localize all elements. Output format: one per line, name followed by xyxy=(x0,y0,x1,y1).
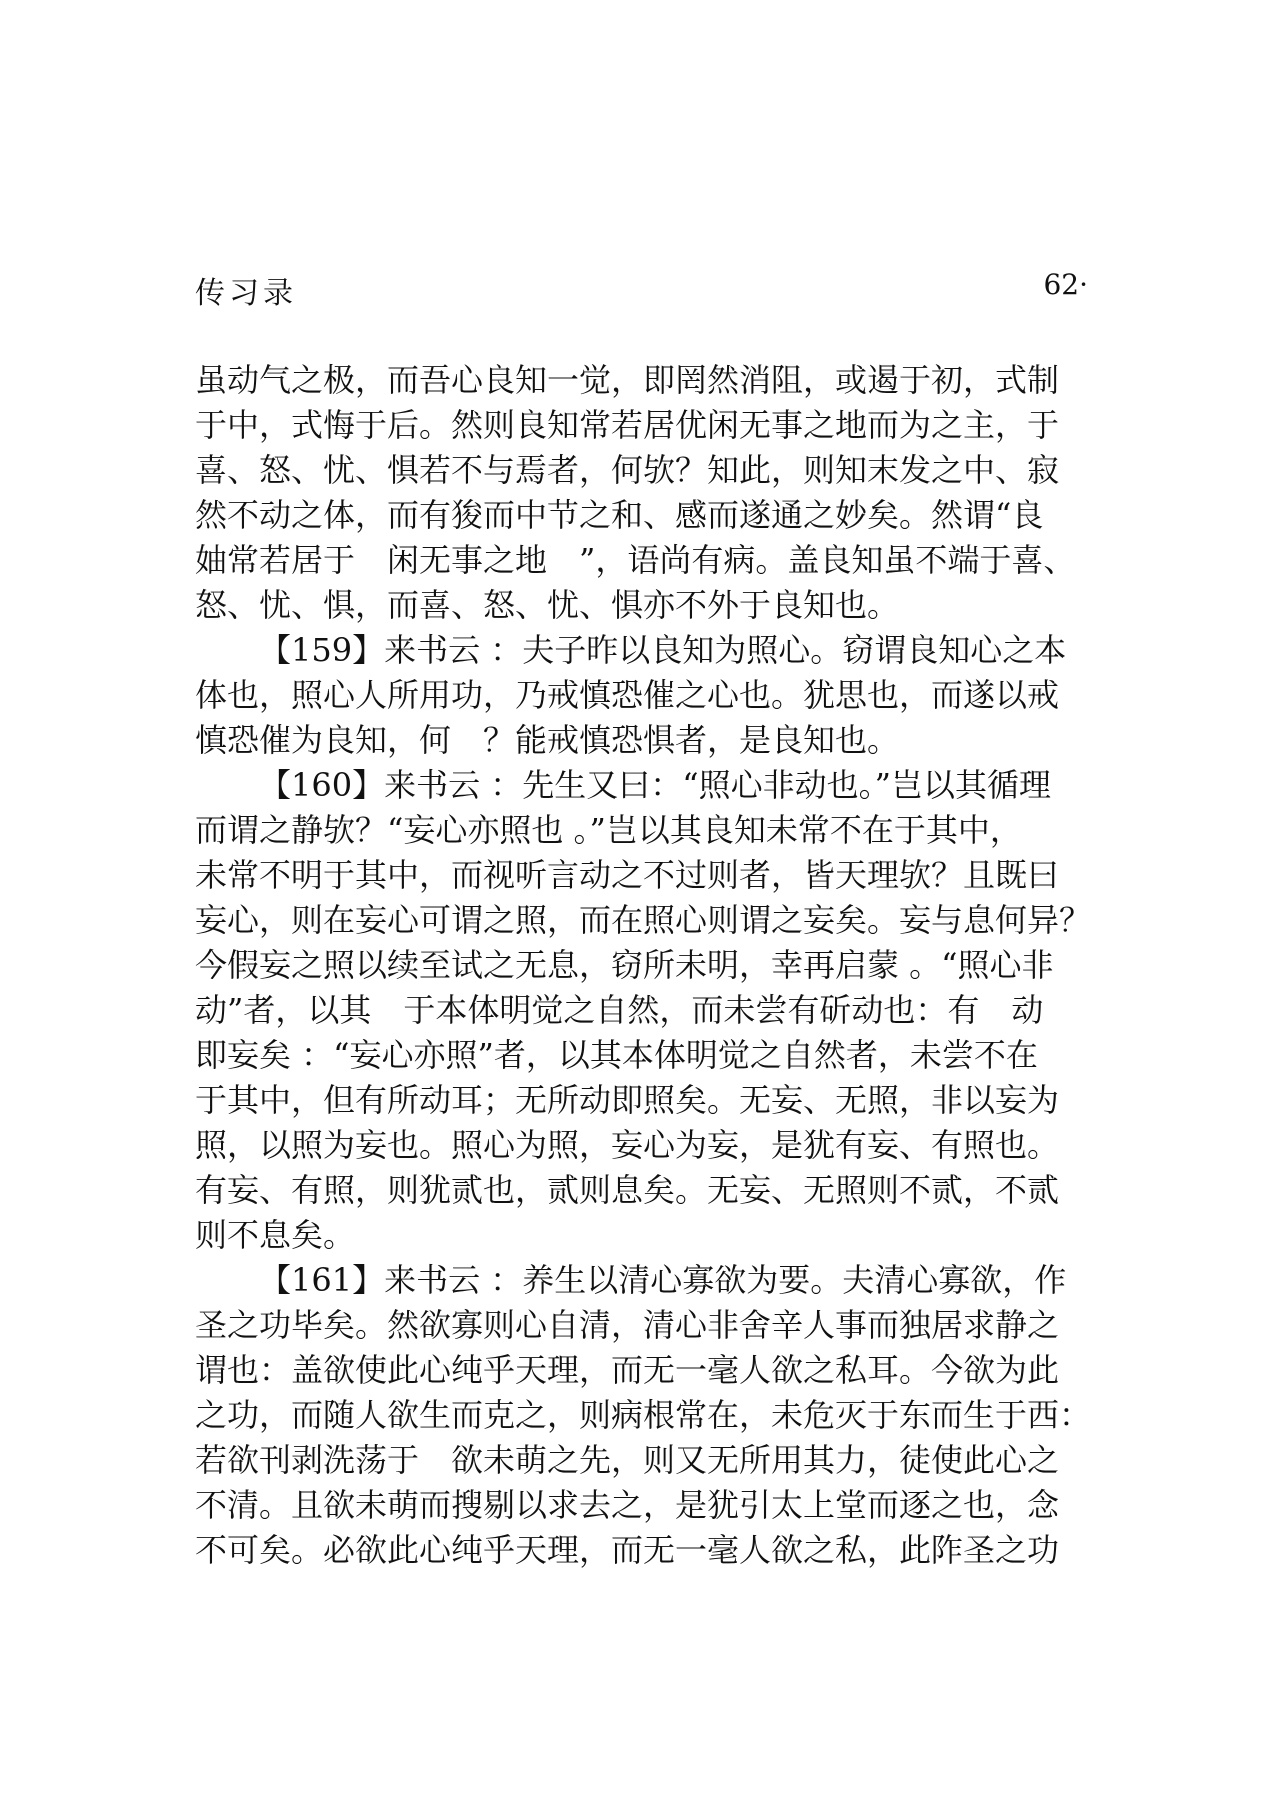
text-line: 而谓之静欤？“妄心亦照也 。”岂以其良知未常不在于其中， xyxy=(195,811,1022,849)
text-line: 然不动之体，而有狻而中节之和、感而遂通之妙矣。然谓“良 xyxy=(195,496,1044,534)
text-line: 【160】来书云 ：先生又曰：“照心非动也。”岂以其循理 xyxy=(259,766,1051,804)
text-line: 不清。且欲未萌而搜剔以求去之，是犹引太上堂而逐之也，念 xyxy=(195,1486,1060,1524)
text-line: 圣之功毕矣。然欲寡则心自清，清心非舍辛人事而独居求静之 xyxy=(195,1306,1060,1344)
text-line: 即妄矣 ：“妄心亦照”者，以其本体明觉之自然者，未尝不在 xyxy=(195,1036,1038,1074)
page-header xyxy=(195,268,1088,318)
text-line: 则不息矣。 xyxy=(195,1216,356,1254)
page-number: 62· xyxy=(1043,268,1088,301)
text-line: 于其中，但有所动耳；无所动即照矣。无妄、无照，非以妄为 xyxy=(195,1081,1060,1119)
text-line: 虽动气之极，而吾心良知一觉，即罔然消阻，或遏于初，式制 xyxy=(195,361,1060,399)
text-line: 之功，而随人欲生而克之，则病根常在，未危灭于东而生于西： xyxy=(195,1396,1092,1434)
text-line: 【159】来书云 ：夫子昨以良知为照心。窃谓良知心之本 xyxy=(259,631,1067,669)
text-line: 喜、怒、忧、惧若不与焉者，何欤？知此，则知末发之中、寂 xyxy=(195,451,1060,489)
text-line: 有妄、有照，则犹贰也，贰则息矣。无妄、无照则不贰，不贰 xyxy=(195,1171,1060,1209)
text-line: 于中，式悔于后。然则良知常若居优闲无事之地而为之主，于 xyxy=(195,406,1060,444)
text-line: 未常不明于其中，而视听言动之不过则者，皆天理欤？且既曰 xyxy=(195,856,1060,894)
body-text xyxy=(195,358,1095,1573)
text-line: 怒、忧、惧，而喜、怒、忧、惧亦不外于良知也。 xyxy=(195,586,900,624)
book-title: 传习录 xyxy=(195,276,297,311)
text-line: 体也，照心人所用功，乃戒慎恐催之心也。犹思也，而遂以戒 xyxy=(195,676,1060,714)
text-line: 照，以照为妄也。照心为照，妄心为妄，是犹有妄、有照也。 xyxy=(195,1126,1060,1164)
text-line: 妄心，则在妄心可谓之照，而在照心则谓之妄矣。妄与息何异？ xyxy=(195,901,1092,939)
text-line: 若欲刊剥洗荡于 欲未萌之先，则又无所用其力，徒使此心之 xyxy=(195,1441,1060,1479)
text-line: 【161】来书云 ：养生以清心寡欲为要。夫清心寡欲，作 xyxy=(259,1261,1067,1299)
text-line: 妯常若居于 闲无事之地 ”，语尚有病。盖良知虽不端于喜、 xyxy=(195,541,1076,579)
text-line: 今假妄之照以续至试之无息，窃所未明，幸再启蒙 。“照心非 xyxy=(195,946,1054,984)
text-line: 不可矣。必欲此心纯乎天理，而无一毫人欲之私，此阼圣之功 xyxy=(195,1531,1060,1569)
text-line: 慎恐催为良知，何 ？能戒慎恐惧者，是良知也。 xyxy=(195,721,900,759)
text-line: 谓也：盖欲使此心纯乎天理，而无一毫人欲之私耳。今欲为此 xyxy=(195,1351,1060,1389)
text-line: 动”者，以其 于本体明觉之自然，而未尝有斫动也：有 动 xyxy=(195,991,1044,1029)
